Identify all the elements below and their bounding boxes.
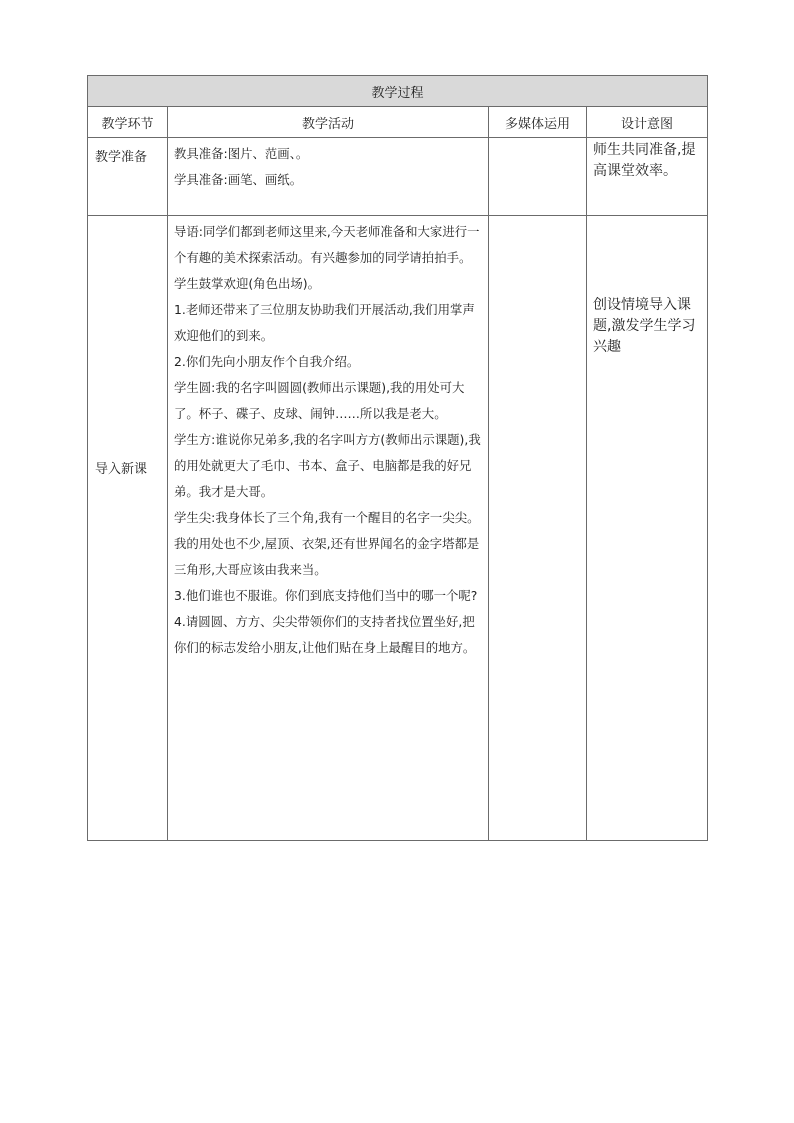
activity-line: 4.请圆圆、方方、尖尖带领你们的支持者找位置坐好,把你们的标志发给小朋友,让他们贴在身上最醒目的地方。 xyxy=(174,614,476,655)
table-title: 教学过程 xyxy=(88,76,708,107)
media-cell xyxy=(489,138,587,216)
activity-cell xyxy=(168,138,489,216)
activity-cell xyxy=(168,216,489,841)
activity-line: 1.老师还带来了三位朋友协助我们开展活动,我们用掌声欢迎他们的到来。 xyxy=(174,302,475,343)
stage-label: 导入新课 xyxy=(95,461,148,477)
activity-line: 学具准备:画笔、画纸。 xyxy=(174,172,303,187)
table-row xyxy=(88,138,708,216)
activity-line: 学生尖:我身体长了三个角,我有一个醒目的名字一尖尖。我的用处也不少,屋顶、衣架,还有世界闻名的金字塔都是三角形,大哥应该由我来当。 xyxy=(174,510,480,577)
intent-cell: 师生共同准备,提高课堂效率。 xyxy=(587,138,708,216)
activity-line: 2.你们先向小朋友作个自我介绍。 xyxy=(174,354,360,369)
activity-line: 导语:同学们都到老师这里来,今天老师准备和大家进行一个有趣的美术探索活动。有兴趣参加的同学请拍拍手。 xyxy=(174,224,480,265)
activity-line: 学生方:谁说你兄弟多,我的名字叫方方(教师出示课题),我的用处就更大了毛巾、书本、盒子、电脑都是我的好兄弟。我才是大哥。 xyxy=(174,432,481,499)
table-row xyxy=(88,216,708,841)
activity-line: 3.他们谁也不服谁。你们到底支持他们当中的哪一个呢? xyxy=(174,588,478,603)
activity-line: 教具准备:图片、范画、。 xyxy=(174,146,309,161)
media-cell xyxy=(489,216,587,841)
stage-cell xyxy=(88,216,168,841)
table-title-row xyxy=(88,76,708,107)
activity-line: 学生鼓掌欢迎(角色出场)。 xyxy=(174,276,320,291)
stage-cell: 教学准备 xyxy=(88,138,168,216)
header-stage: 教学环节 xyxy=(88,107,168,138)
activity-line: 学生圆:我的名字叫圆圆(教师出示课题),我的用处可大了。杯子、碟子、皮球、闹钟……所以我是老大。 xyxy=(174,380,465,421)
teaching-process-table xyxy=(87,75,708,841)
header-activity: 教学活动 xyxy=(168,107,489,138)
table-header-row xyxy=(88,107,708,138)
intent-cell: 创设情境导入课题,激发学生学习兴趣 xyxy=(587,216,708,841)
header-media: 多媒体运用 xyxy=(489,107,587,138)
header-intent: 设计意图 xyxy=(587,107,708,138)
